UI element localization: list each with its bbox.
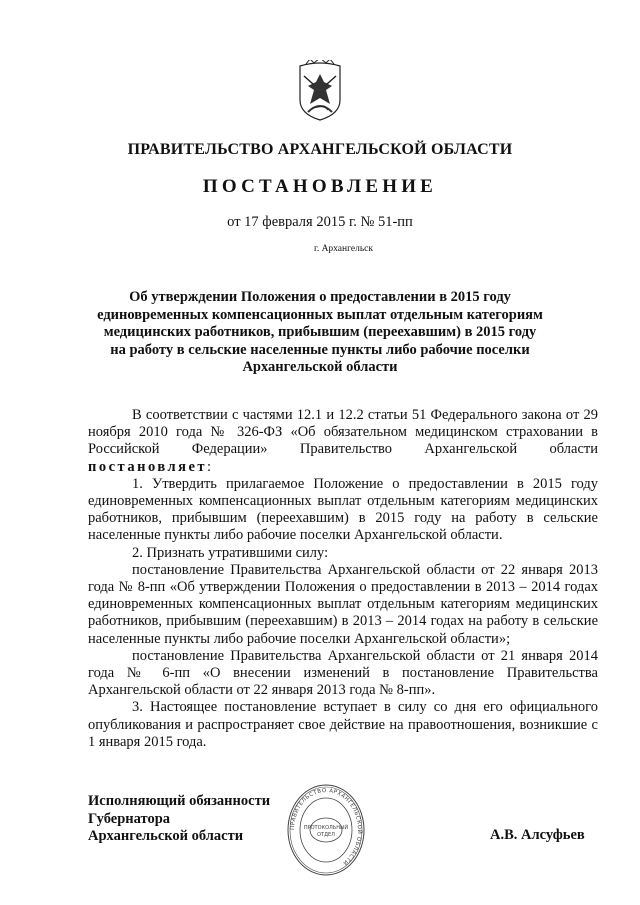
item-2: 2. Признать утратившими силу: [132,544,329,561]
document-subject [88,289,552,377]
city-label: г. Архангельск [314,244,374,254]
decree-colon: : [207,458,212,475]
subject-line: Архангельской области [242,359,398,375]
signatory-name: А.В. Алсуфьев [490,827,585,843]
coat-of-arms-icon [298,60,342,122]
decree-word: постановляет [88,458,208,475]
subject-line: медицинских работников, прибывшим (переехавшим) в 2015 году [103,324,537,340]
signatory-title-line: Губернатора [88,810,171,827]
seal-outer-text: ПРАВИТЕЛЬСТВО АРХАНГЕЛЬСКОЙ ОБЛАСТИ [289,787,363,866]
official-seal-stamp [286,782,366,878]
signatory-title-line: Архангельской области [88,828,244,844]
signatory-title-line: Исполняющий обязанности [88,793,271,809]
subject-line: на работу в сельские населенные пункты либо рабочие поселки [110,341,530,358]
preamble-paragraph [88,407,598,476]
signatory-title [88,793,270,846]
seal-center-text: ОТДЕЛ [317,832,335,838]
item-3: 3. Настоящее постановление вступает в силу со дня его официального опубликования и распространяет свое действие на правоотношения, возникшие с 1 января 2015 года. [88,699,598,750]
subject-line: Об утверждении Положения о предоставлении в 2015 году [129,289,511,305]
preamble-text: В соответствии с частями 12.1 и 12.2 статьи 51 Федерального закона от 29 ноября 2010 года № 326-ФЗ «Об обязательном медицинском страховании в Российской Федерации» Правительство Архангельской области [88,407,598,458]
item-1: 1. Утвердить прилагаемое Положение о предоставлении в 2015 году единовременных компенсационных выплат отдельным категориям медицинских работников, прибывшим (переехавшим) в 2015 году на работу в сельские населенные пункты либо рабочие поселки Архангельской области. [88,475,598,544]
government-heading: ПРАВИТЕЛЬСТВО АРХАНГЕЛЬСКОЙ ОБЛАСТИ [127,141,513,158]
document-date-number: от 17 февраля 2015 г. № 51-пп [227,214,413,230]
seal-center-text: ПРОТОКОЛЬНЫЙ [303,825,349,831]
item-2-subitem-b: постановление Правительства Архангельской области от 21 января 2014 года № 6-пп «О внесении изменений в постановление Правительства Архангельской области от 22 января 2013 года № 8-пп». [88,647,598,699]
subject-line: единовременных компенсационных выплат отдельным категориям [97,306,543,323]
item-2-subitem-a: постановление Правительства Архангельской области от 22 января 2013 года № 8-пп «Об утверждении Положения о предоставлении в 2013 – 2014 годах единовременных компенсационных выплат отдельным категориям медицинских работников, прибывшим (переехавшим) в 2013 – 2014 годах на работу в сельские населенные пункты либо рабочие поселки Архангельской области»; [88,561,598,647]
document-body [88,407,598,751]
document-type-title: ПОСТАНОВЛЕНИЕ [202,176,438,197]
